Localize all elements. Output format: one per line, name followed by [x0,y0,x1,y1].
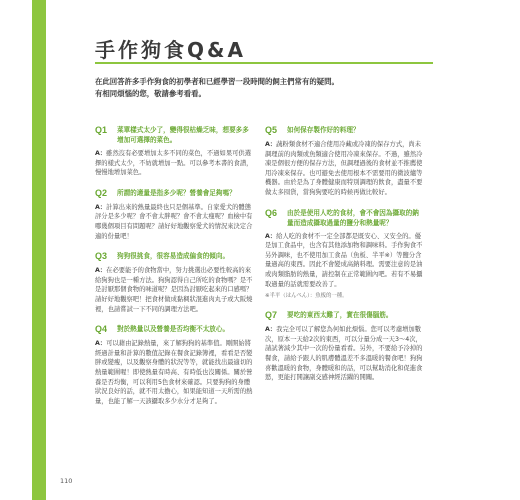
question-text: 狗狗很挑食，很容易造成偏食的傾向。 [117,252,230,261]
question-number: Q3 [95,251,108,262]
intro-line: 有相同煩惱的您，敬請參考看看。 [95,89,206,98]
qa-item-1 [95,125,255,178]
question-number: Q1 [95,125,108,135]
question-row [265,208,425,228]
left-column [95,125,255,416]
answer-text: 計算出來的熱量最終也只是個基準。自家愛犬的體態評分是多少呢？會不會太胖呢？會不會太瘦呢？血檢中有哪幾個項目有問題呢？請好好地觀察愛犬的情況來決定合適的份量吧！ [95,203,253,240]
title-rule [95,62,433,64]
answer-label: A： [265,141,277,148]
question-number: Q4 [95,324,108,335]
question-row [95,125,255,145]
question-text: 要吃的東西太難了，實在很傷腦筋。 [287,311,393,320]
answer-label: A： [95,150,107,157]
qa-item-7 [265,310,425,383]
page-number: 110 [60,477,73,485]
qa-item-3 [95,251,255,314]
question-text: 對於熱量以及營養是否均衡不太放心。 [117,325,230,334]
question-row [95,188,255,199]
answer-text: 蔬粉類食材不適合使用冷藏或冷凍的保存方式，尚未調理前的肉類或魚類適合使用冷凍來保存。不過，雖然冷凍是個很方便的保存方法，但調理過後的食材並不推薦使用冷凍來保存。也可避免去使用根本不需要用的微波爐等機器。由於是為了身體健康而特別調理的飲食，盡量不要做太多囤貨，當狗狗要吃的時候再做比較好。 [265,141,423,196]
qa-item-2 [95,188,255,241]
answer-text: 可以藉由記錄熱量，來了解狗狗的基準值。剛開始將經過計量和計算的數值記錄在餐食記錄簿裡，看看是否變胖或變瘦，以及觀察身體的狀況等等，就能找出最適切的熱量範圍喔！即使熱量有時高、有時低也沒關係。關於營養是否均衡，可以利用5色食材來確認。只要狗狗的身體狀況良好的話，就不用太擔心，如果能知道一天所需的熱量，也能了解一天該攝取多少水分才足夠了。 [95,340,253,405]
answer [265,140,425,198]
qa-item-4 [95,324,255,406]
question-row [265,310,425,321]
question-text: 所謂的適量是指多少呢？營養會足夠嗎？ [117,188,236,197]
answer-label: A： [95,203,107,211]
question-row [95,324,255,335]
answer-text: 我完全可以了解您為何如此煩惱。您可以考慮增加數次，原本一天給2次的東西，可以分量分成一天3〜4次，請試著減少其中一次的份量看看。另外，不要給予冷掉的餐食，請給予跟人的肌膚體溫差不多溫暖的餐食吧！狗狗喜歡溫暖的食物，身體暖和的話，可以幫助消化和促進食慾，更能打開讓副交感神經活躍的開關。 [265,326,423,382]
question-text: 菜單樣式太少了，變得很枯燥乏味，想要多多增加可選擇的菜色。 [117,126,249,144]
question-row [95,251,255,262]
answer [95,149,255,178]
question-number: Q6 [265,207,278,218]
question-text: 由於是使用人吃的食材，會不會因為攝取的鈉量而造成攝取過量的鹽分和熱量呢？ [287,208,419,227]
answer-label: A： [95,340,107,348]
answer-label: A： [265,232,277,240]
right-column [265,125,425,393]
question-row [265,125,425,136]
question-text: 如何保存製作好的料理？ [287,126,360,134]
answer-text: 雖然沒有必要增加太多不同的菜色，不過如果可供選擇的樣式太少，不妨就增加一點。可以參考本書的食譜，慢慢地增加菜色。 [95,150,253,177]
answer-text: 給人吃的食材不一定全部都是既安心、又安全的。優是加工食品中，也含有其他添加物和調味料。手作狗食不另外調味，也不使用加工食品（魚板、半平※）等鹽分含量過高的東西。因此不會變成高鈉料理。需要注意的是油或肉類脂肪的熱量，請控制在正常範圍內吧。若有不易攝取過量的話就需要改善了。 [265,232,423,288]
answer [95,203,255,241]
intro-line: 在此回答許多手作狗食的初學者和已經學習一段時間的飼主們常有的疑問。 [95,77,339,86]
qa-item-5 [265,125,425,198]
qa-item-6 [265,208,425,301]
answer-label: A： [265,326,277,334]
answer [265,325,425,383]
side-accent-bar [32,0,46,500]
footnote: ※半平（はんぺん）：魚板的一種。 [265,293,348,300]
page-title: 手作狗食Q&A [95,38,246,62]
question-number: Q5 [265,125,278,135]
answer [265,232,425,290]
answer [95,339,255,406]
answer-label: A： [95,267,107,275]
question-number: Q7 [265,310,278,321]
answer-text: 在必要能予的食物當中，努力挑選出必要性較高的來給狗狗也是一種方法。狗狗認得自己所吃的食物嗎？是不是討厭那個食物的味道呢？是因為討厭吃起來的口感嗎？請好好地觀察吧！把食材做成黏稠狀混進肉丸子或大阪燒裡，也請嘗試一下不同的調理方法吧。 [95,267,253,313]
intro-text [95,76,435,100]
answer [95,266,255,314]
question-number: Q2 [95,187,108,198]
